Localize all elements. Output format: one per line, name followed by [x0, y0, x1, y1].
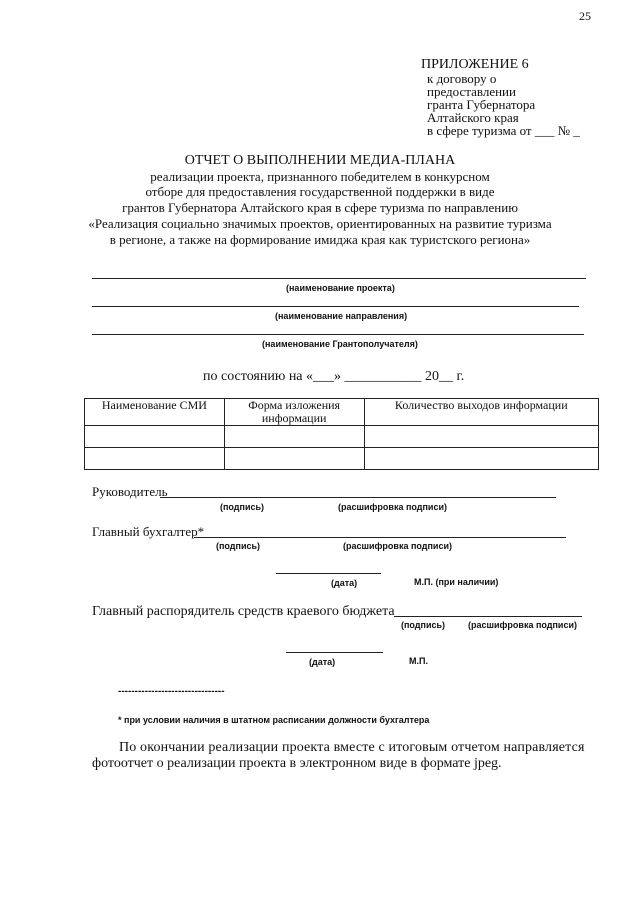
- accountant-signature-caption: (подпись): [216, 541, 261, 551]
- grantee-name-caption: (наименование Грантополучателя): [262, 339, 418, 349]
- footnote-separator: --------------------------------: [118, 686, 225, 697]
- title-line: «Реализация социально значимых проектов, ориентированных на развитие туризма: [88, 216, 552, 231]
- table-cell[interactable]: [85, 426, 225, 448]
- accountant-decode-caption: (расшифровка подписи): [343, 541, 452, 551]
- appendix-heading: ПРИЛОЖЕНИЕ 6: [421, 57, 529, 72]
- appendix-contract-line: в сфере туризма от ___ № _: [427, 123, 580, 138]
- appendix-line: к договору о: [427, 71, 497, 86]
- date-line[interactable]: [276, 573, 381, 574]
- title-line: грантов Губернатора Алтайского края в сфере туризма по направлению: [122, 200, 518, 215]
- direction-name-caption: (наименование направления): [275, 311, 408, 321]
- date-caption: (дата): [331, 578, 358, 588]
- stamp-if-any-label: М.П. (при наличии): [414, 577, 499, 587]
- accountant-signature-line[interactable]: [194, 537, 566, 538]
- report-title: ОТЧЕТ О ВЫПОЛНЕНИИ МЕДИА-ПЛАНА: [184, 153, 456, 168]
- distributor-date-caption: (дата): [309, 657, 336, 667]
- footnote-text: * при условии наличия в штатном расписании должности бухгалтера: [118, 715, 430, 725]
- distributor-decode-caption: (расшифровка подписи): [468, 620, 577, 630]
- appendix-line: гранта Губернатора: [427, 97, 536, 112]
- closing-line-1: По окончании реализации проекта вместе с итоговым отчетом направляется: [119, 740, 585, 755]
- closing-line-2: фотоотчет о реализации проекта в электронном виде в формате jpeg.: [92, 756, 502, 771]
- direction-name-line[interactable]: [92, 306, 579, 307]
- table-cell[interactable]: [224, 448, 364, 470]
- table-header-row: [85, 399, 599, 426]
- project-name-line[interactable]: [92, 278, 586, 279]
- title-line: реализации проекта, признанного победителем в конкурсном: [150, 169, 490, 184]
- distributor-date-line[interactable]: [286, 652, 383, 653]
- col-header-count: Количество выходов информации: [364, 399, 598, 426]
- head-label: Руководитель: [92, 484, 168, 499]
- page-number: 25: [579, 9, 591, 23]
- appendix-line: предоставлении: [427, 84, 516, 99]
- table-cell[interactable]: [224, 426, 364, 448]
- distributor-signature-caption: (подпись): [401, 620, 446, 630]
- table-cell[interactable]: [364, 448, 598, 470]
- project-name-caption: (наименование проекта): [286, 283, 395, 293]
- media-table: [84, 398, 599, 470]
- table-row: [85, 426, 599, 448]
- head-signature-caption: (подпись): [220, 502, 265, 512]
- head-signature-line[interactable]: [160, 497, 556, 498]
- appendix-line: Алтайского края: [427, 110, 519, 125]
- head-decode-caption: (расшифровка подписи): [338, 502, 447, 512]
- table-row: [85, 448, 599, 470]
- title-line: отборе для предоставления государственной поддержки в виде: [145, 184, 495, 199]
- table-cell[interactable]: [364, 426, 598, 448]
- grantee-name-line[interactable]: [92, 334, 584, 335]
- distributor-signature-line[interactable]: [394, 616, 582, 617]
- title-line: в регионе, а также на формирование имиджа края как туристского региона»: [109, 232, 531, 247]
- col-header-form: Форма изложения информации: [224, 399, 364, 426]
- col-header-media: Наименование СМИ: [85, 399, 225, 426]
- distributor-label: Главный распорядитель средств краевого бюджета: [92, 604, 395, 619]
- accountant-label: Главный бухгалтер*: [92, 524, 205, 539]
- status-date-line: по состоянию на «___» ___________ 20__ г.: [203, 369, 465, 384]
- table-cell[interactable]: [85, 448, 225, 470]
- distributor-stamp-label: М.П.: [409, 656, 428, 666]
